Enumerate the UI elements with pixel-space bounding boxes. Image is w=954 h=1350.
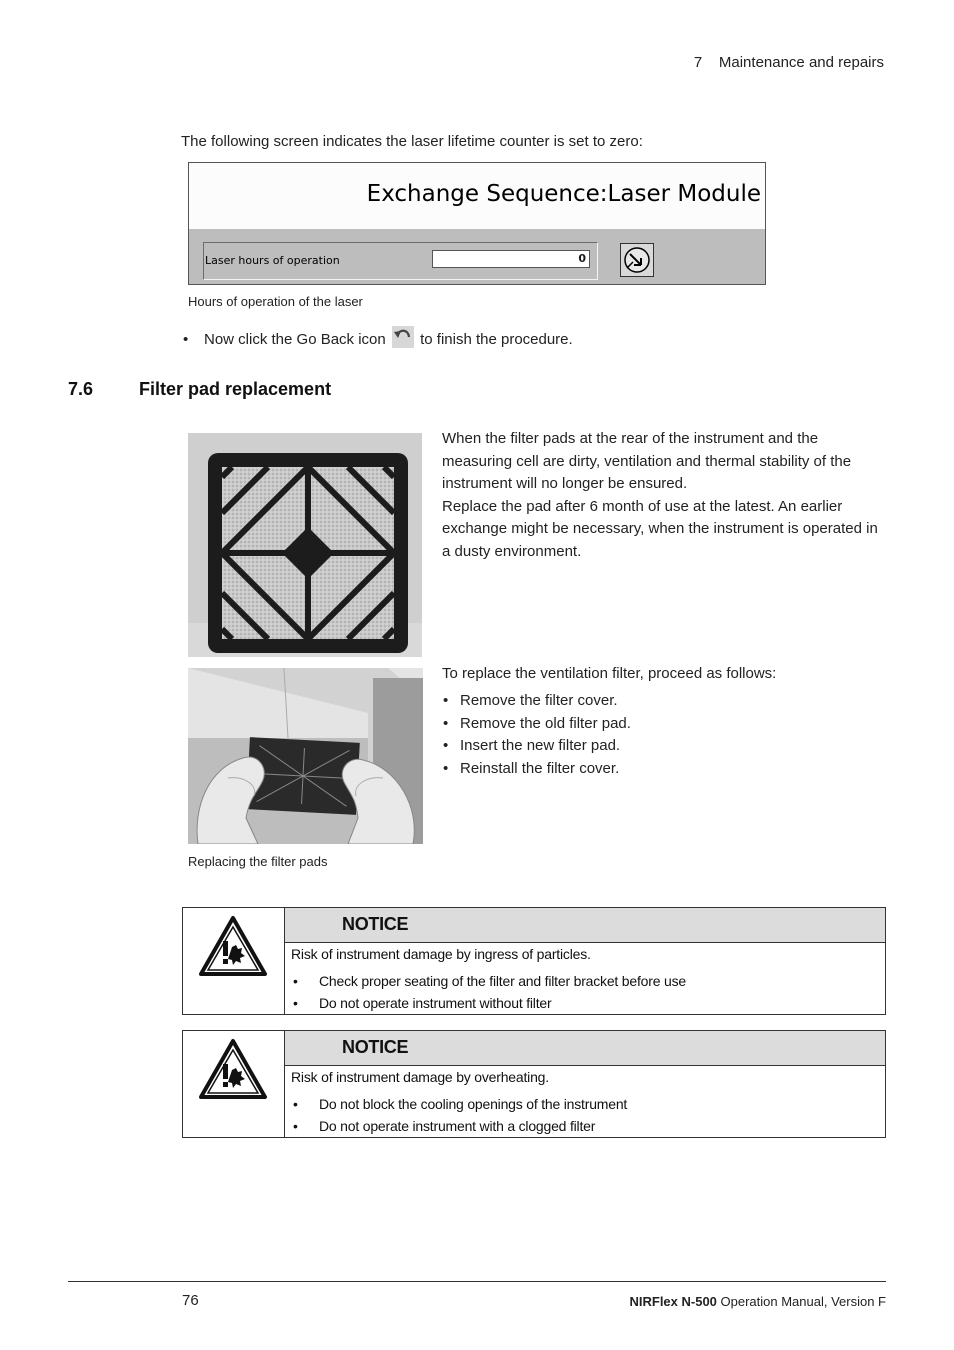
filter-pad-photo — [188, 433, 422, 657]
notice-heading: NOTICE — [342, 1037, 409, 1057]
notice-heading: NOTICE — [342, 914, 409, 934]
notice-header — [285, 908, 885, 943]
notice-icon-cell — [183, 1031, 285, 1137]
procedure-steps — [441, 690, 631, 780]
section-number: 7.6 — [68, 379, 94, 399]
goback-text-after: to finish the procedure. — [420, 331, 573, 348]
notice-item: • Do not block the cooling openings of the instrument — [291, 1093, 879, 1115]
laser-hours-field: 0 — [432, 250, 590, 268]
chapter-header: 7 Maintenance and repairs — [693, 54, 884, 71]
go-back-icon — [392, 326, 414, 348]
goback-bullet: • Now click the Go Back icon to finish the procedure. — [183, 326, 573, 348]
laser-screen-title: Exchange Sequence:Laser Module — [366, 181, 761, 207]
filter-paragraph-1: When the filter pads at the rear of the instrument and the measuring cell are dirty, ventilation and thermal stability of the instrument will no longer be ensured. — [442, 430, 852, 492]
procedure-step: • Reinstall the filter cover. — [441, 758, 631, 781]
footer-product: NIRFlex N-500 — [629, 1294, 717, 1309]
intro-text: The following screen indicates the laser lifetime counter is set to zero: — [181, 133, 643, 150]
laser-caption: Hours of operation of the laser — [188, 294, 363, 309]
notice-box-overheating — [182, 1030, 886, 1138]
notice-lead: Risk of instrument damage by ingress of particles. — [291, 946, 591, 962]
damage-warning-icon — [198, 915, 268, 977]
filter-paragraph-2: Replace the pad after 6 month of use at the latest. An earlier exchange might be necessary, when the instrument is operated in a dusty environment. — [442, 497, 878, 560]
footer-doc: Operation Manual, Version F — [716, 1294, 886, 1309]
notice-lead: Risk of instrument damage by overheating. — [291, 1069, 549, 1085]
section-title: Filter pad replacement — [139, 379, 332, 399]
notice-item: • Do not operate instrument without filter — [291, 992, 879, 1014]
goback-text-before: Now click the Go Back icon — [204, 331, 386, 348]
footer-document-title — [629, 1294, 886, 1309]
procedure-intro: To replace the ventilation filter, proceed as follows: — [442, 665, 777, 682]
notice-body — [291, 946, 879, 1014]
procedure-step: • Insert the new filter pad. — [441, 735, 631, 758]
page-number: 76 — [182, 1292, 199, 1309]
procedure-step: • Remove the old filter pad. — [441, 713, 631, 736]
notice-box-particles — [182, 907, 886, 1015]
damage-warning-icon — [198, 1038, 268, 1100]
notice-icon-cell — [183, 908, 285, 1014]
notice-item: • Check proper seating of the filter and filter bracket before use — [291, 970, 879, 992]
replacing-filter-photo — [188, 668, 423, 844]
notice-header — [285, 1031, 885, 1066]
notice-item: • Do not operate instrument with a clogged filter — [291, 1115, 879, 1137]
notice-body — [291, 1069, 879, 1137]
footer-rule — [68, 1281, 886, 1282]
filter-caption: Replacing the filter pads — [188, 854, 328, 869]
laser-hours-label: Laser hours of operation — [205, 254, 340, 267]
confirm-arrow-icon — [620, 243, 654, 277]
procedure-step: • Remove the filter cover. — [441, 690, 631, 713]
laser-screen-screenshot — [188, 162, 766, 285]
filter-description — [442, 428, 886, 563]
